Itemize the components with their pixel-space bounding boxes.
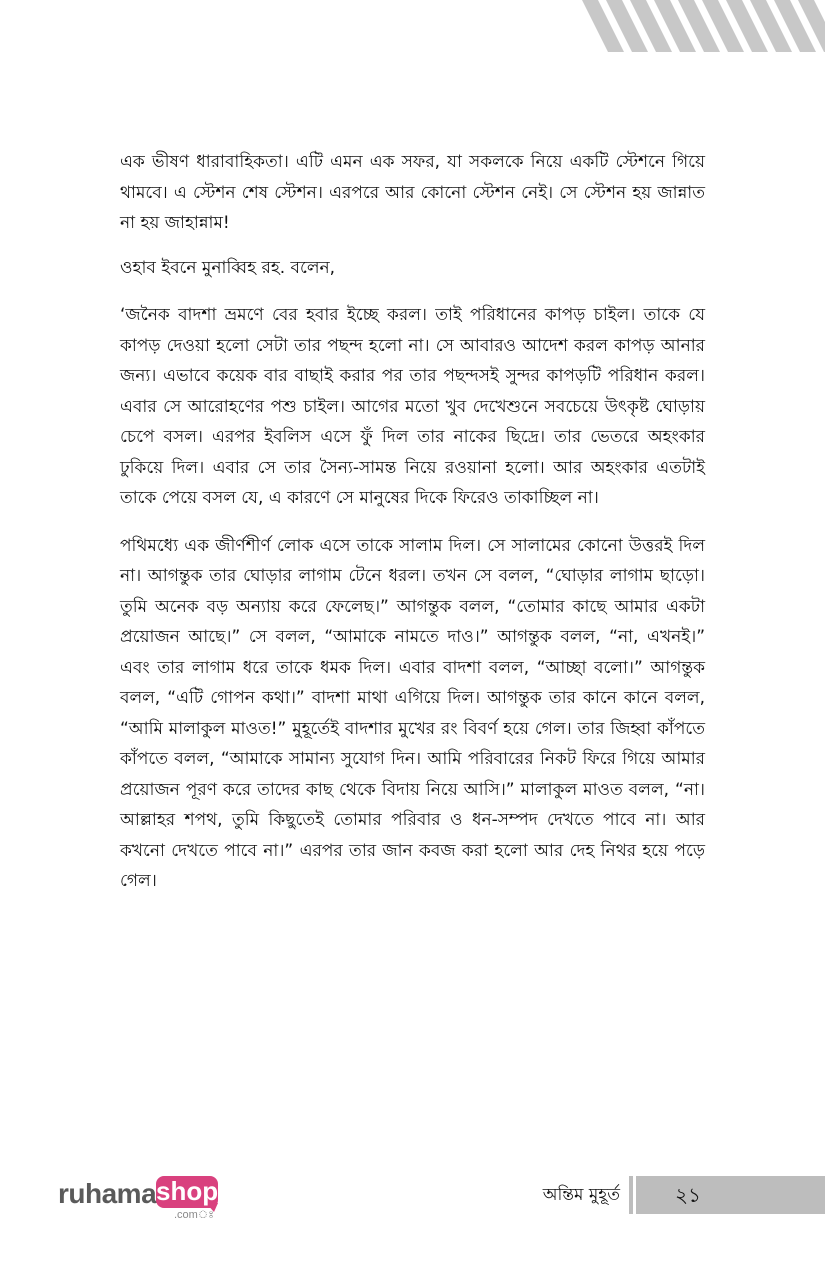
logo-com-text: .comঃ xyxy=(174,1209,215,1221)
page-number: ২১ xyxy=(675,1183,701,1207)
page-body xyxy=(120,147,705,897)
decorative-stripes xyxy=(0,0,825,60)
logo-ruhama-text: ruhama xyxy=(58,1178,157,1209)
running-footer-title: অন্তিম মুহূর্ত xyxy=(542,1185,620,1205)
paragraph-attribution: ওহাব ইবনে মুনাব্বিহ রহ. বলেন, xyxy=(120,257,336,278)
paragraph-intro: এক ভীষণ ধারাবাহিকতা। এটি এমন এক সফর, যা সকলকে নিয়ে একটি স্টেশনে গিয়ে থামবে। এ স্টেশন শেষ স্টেশন। এরপরে আর কোনো স্টেশন নেই। সে স্টেশন হয় জান্নাত না হয় জাহান্নাম! xyxy=(120,152,705,233)
paragraph-angel-of-death: পথিমধ্যে এক জীর্ণশীর্ণ লোক এসে তাকে সালাম দিল। সে সালামের কোনো উত্তরই দিল না। আগন্তুক তার ঘোড়ার লাগাম টেনে ধরল। তখন সে বলল, “ঘোড়ার লাগাম ছাড়ো। তুমি অনেক বড় অন্যায় করে ফেলেছ।” আগন্তুক বলল, “তোমার কাছে আমার একটা প্রয়োজন আছে।” সে বলল, “আমাকে নামতে দাও।” আগন্তুক বলল, “না, এখনই।” এবং তার লাগাম ধরে তাকে ধমক দিল। এবার বাদশা বলল, “আচ্ছা বলো।” আগন্তুক বলল, “এটি গোপন কথা।” বাদশা মাথা এগিয়ে দিল। আগন্তুক তার কানে কানে বলল, “আমি মালাকুল মাওত!” মুহূর্তেই বাদশার মুখের রং বিবর্ণ হয়ে গেল। তার জিহ্বা কাঁপতে কাঁপতে বলল, “আমাকে সামান্য সুযোগ দিন। আমি পরিবারের নিকট ফিরে গিয়ে আমার প্রয়োজন পূরণ করে তাদের কাছ থেকে বিদায় নিয়ে আসি।” মালাকুল মাওত বলল, “না। আল্লাহর শপথ, তুমি কিছুতেই তোমার পরিবার ও ধন-সম্পদ দেখতে পাবে না। আর কখনো দেখতে পাবে না।” এরপর তার জান কবজ করা হলো আর দেহ নিথর হয়ে পড়ে গেল। xyxy=(120,535,705,891)
logo-shop-text: shop xyxy=(156,1176,219,1206)
paragraph-king-journey: ‘জনৈক বাদশা ভ্রমণে বের হবার ইচ্ছে করল। তাই পরিধানের কাপড় চাইল। তাকে যে কাপড় দেওয়া হলো সেটা তার পছন্দ হলো না। সে আবারও আদেশ করল কাপড় আনার জন্য। এভাবে কয়েক বার বাছাই করার পর তার পছন্দসই সুন্দর কাপড়টি পরিধান করল। এবার সে আরোহণের পশু চাইল। আগের মতো খুব দেখেশুনে সবচেয়ে উৎকৃষ্ট ঘোড়ায় চেপে বসল। এরপর ইবলিস এসে ফুঁ দিল তার নাকের ছিদ্রে। তার ভেতরে অহংকার ঢুকিয়ে দিল। এবার সে তার সৈন্য-সামন্ত নিয়ে রওয়ানা হলো। আর অহংকার এতটাই তাকে পেয়ে বসল যে, এ কারণে সে মানুষের দিকে ফিরেও তাকাচ্ছিল না। xyxy=(120,305,705,508)
ruhamashop-logo xyxy=(58,1173,228,1223)
